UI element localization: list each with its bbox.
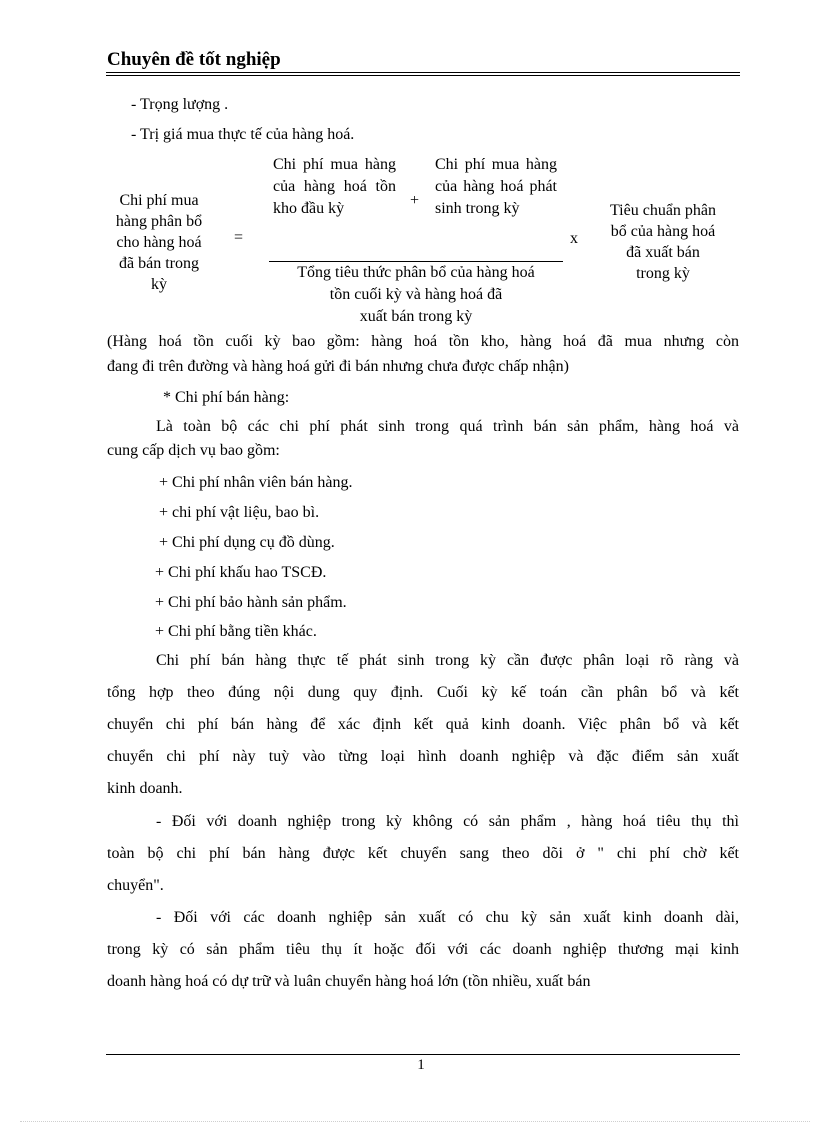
paragraph-line: Chi phí bán hàng thực tế phát sinh trong kỳ cần được phân loại rõ ràng và (156, 652, 739, 669)
note-line: đang đi trên đường và hàng hoá gửi đi bán nhưng chưa được chấp nhận) (107, 358, 569, 375)
cost-item: + Chi phí khấu hao TSCĐ. (155, 564, 327, 581)
formula-term-opening-cost: Chi phí mua hàng của hàng hoá tồn kho đầu kỳ (273, 156, 396, 217)
list-item: - Trị giá mua thực tế của hàng hoá. (131, 126, 355, 143)
header-rule-secondary (106, 75, 740, 76)
list-item: - Trọng lượng . (131, 96, 229, 113)
paragraph-line: - Đối với doanh nghiệp trong kỳ không có sản phẩm , hàng hoá tiêu thụ thì (156, 813, 739, 830)
page-header-title: Chuyên đề tốt nghiệp (107, 49, 281, 70)
paragraph-line: tổng hợp theo đúng nội dung quy định. Cuối kỳ kế toán cần phân bổ và kết (107, 684, 739, 701)
formula-times: x (570, 230, 578, 247)
page-number: 1 (417, 1057, 425, 1073)
definition-line: cung cấp dịch vụ bao gồm: (107, 442, 280, 459)
formula-right-term: Tiêu chuẩn phân bổ của hàng hoá đã xuất bán trong kỳ (609, 202, 717, 282)
note-line: (Hàng hoá tồn cuối kỳ bao gồm: hàng hoá tồn kho, hàng hoá đã mua nhưng còn (107, 333, 739, 350)
paragraph-line: chuyển chi phí bán hàng để xác định kết quả kinh doanh. Việc phân bổ và kết (107, 716, 739, 733)
paragraph-line: chuyển chi phí này tuỳ vào từng loại hình doanh nghiệp và đặc điểm sản xuất (107, 748, 739, 765)
formula-left-term: Chi phí mua hàng phân bổ cho hàng hoá đã bán trong kỳ (115, 192, 203, 293)
definition-line: Là toàn bộ các chi phí phát sinh trong quá trình bán sản phẩm, hàng hoá và (156, 418, 739, 435)
cost-item: + Chi phí bằng tiền khác. (155, 623, 317, 640)
formula-term-period-cost: Chi phí mua hàng của hàng hoá phát sinh trong kỳ (435, 156, 557, 217)
paragraph-line: chuyển". (107, 877, 164, 894)
paragraph-line: trong kỳ có sản phẩm tiêu thụ ít hoặc đối với các doanh nghiệp thương mại kinh (107, 941, 739, 958)
footer-rule (106, 1054, 740, 1055)
cost-item: + chi phí vật liệu, bao bì. (159, 504, 320, 521)
page-edge (20, 1121, 810, 1122)
section-heading: * Chi phí bán hàng: (163, 389, 290, 406)
paragraph-line: doanh hàng hoá có dự trữ và luân chuyển hàng hoá lớn (tồn nhiều, xuất bán (107, 973, 591, 990)
header-rule (106, 72, 740, 73)
formula-denominator: Tổng tiêu thức phân bổ của hàng hoá tồn cuối kỳ và hàng hoá đã xuất bán trong kỳ (297, 264, 535, 325)
cost-item: + Chi phí dụng cụ đồ dùng. (159, 534, 335, 551)
formula-equals: = (234, 229, 244, 246)
paragraph-line: toàn bộ chi phí bán hàng được kết chuyển sang theo dõi ở " chi phí chờ kết (107, 845, 739, 862)
cost-item: + Chi phí bảo hành sản phẩm. (155, 594, 347, 611)
cost-item: + Chi phí nhân viên bán hàng. (159, 474, 353, 491)
paragraph-line: - Đối với các doanh nghiệp sản xuất có chu kỳ sản xuất kinh doanh dài, (156, 909, 739, 926)
formula-plus: + (410, 192, 420, 209)
paragraph-line: kinh doanh. (107, 780, 183, 797)
